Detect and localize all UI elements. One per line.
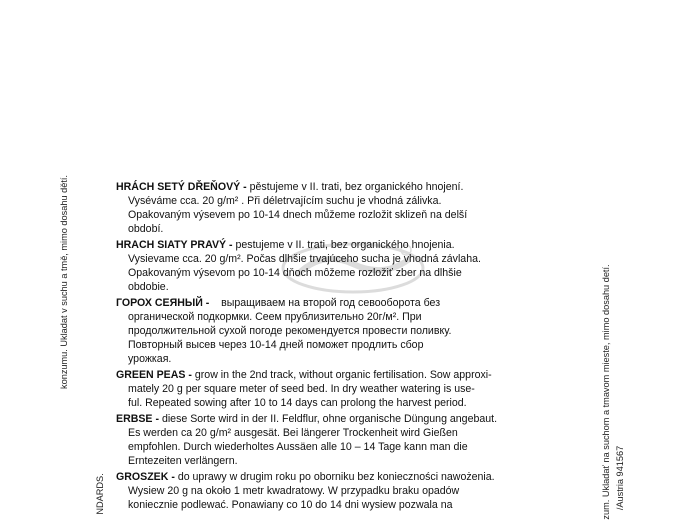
entry-line: pěstujeme v II. trati, bez organického hnojení.	[249, 181, 464, 193]
entry-slovak	[116, 238, 568, 294]
entry-heading: HRÁCH SETÝ DŘEŇOVÝ -	[116, 181, 247, 193]
entry-line: продолжительной сухой погоде рекомендуется провести поливку.	[128, 325, 452, 337]
entry-line: obdobie.	[128, 281, 169, 293]
entry-line: урожкая.	[128, 353, 172, 365]
entry-line: Opakovaným výsevom po 10-14 dňoch môžeme rozložiť zber na dlhšie	[128, 267, 462, 279]
right-margin-line: /Austria 941567	[615, 445, 625, 511]
entry-heading: ERBSE -	[116, 413, 159, 425]
left-margin-line: NDARDS.	[95, 473, 105, 515]
right-margin-code	[614, 446, 626, 510]
entry-line: Es werden ca 20 g/m² ausgesät. Bei längerer Trockenheit wird Gießen	[128, 427, 458, 439]
entry-line: Vyséváme cca. 20 g/m² . Při déletrvajícím suchu je vhodná zálivka.	[128, 195, 442, 207]
entry-line: органической подкормки. Сеем прублизительно 20г/м². При	[128, 311, 422, 323]
entry-heading: ГОРОХ СЕЯНЫЙ -	[116, 297, 210, 309]
entry-line: ful. Repeated sowing after 10 to 14 days can prolong the harvest period.	[128, 397, 467, 409]
right-margin-text	[600, 264, 612, 519]
entry-line: období.	[128, 223, 164, 235]
entry-polish	[116, 470, 568, 512]
entry-line: koniecznie podlewać. Ponawiany co 10 do 14 dni wysiew pozwala na	[128, 499, 453, 511]
entry-line: diese Sorte wird in der II. Feldflur, ohne organische Düngung angebaut.	[161, 413, 498, 425]
entry-line: pestujeme v II. trati, bez organického hnojenia.	[235, 239, 455, 251]
entry-line: Wysiew 20 g na około 1 metr kwadratowy. W przypadku braku opadów	[128, 485, 460, 497]
entry-line: empfohlen. Durch wiederholtes Aussäen alle 10 – 14 Tage kann man die	[128, 441, 468, 453]
entry-line: Opakovaným výsevem po 10-14 dnech můžeme rozložit sklizeň na delší	[128, 209, 468, 221]
entry-english	[116, 368, 568, 410]
left-margin-standards	[94, 473, 106, 514]
entry-heading: GROSZEK -	[116, 471, 175, 483]
entry-heading: HRACH SIATY PRAVÝ -	[116, 239, 233, 251]
sowing-instructions	[116, 180, 568, 514]
entry-line: Erntezeiten verlängern.	[128, 455, 238, 467]
entry-czech	[116, 180, 568, 236]
entry-russian	[116, 296, 568, 366]
left-margin-line: konzumu. Ukladat v suchu a tmě, mimo dosahu dětí.	[59, 175, 69, 389]
entry-line: Повторный высев через 10-14 дней поможет продлить сбор	[128, 339, 424, 351]
entry-heading: GREEN PEAS -	[116, 369, 192, 381]
entry-line: выращиваем на второй год севооборота без	[221, 297, 441, 309]
entry-german	[116, 412, 568, 468]
left-margin-text	[58, 175, 70, 389]
right-margin-line: zum. Ukladať na suchom a tmavom mieste, mimo dosahu detí.	[601, 264, 611, 520]
entry-line: Vysievame cca. 20 g/m². Počas dlhšie trvajúceho sucha je vhodná závlaha.	[128, 253, 481, 265]
entry-line: do uprawy w drugim roku po oborniku bez konieczności nawożenia.	[177, 471, 495, 483]
entry-line: grow in the 2nd track, without organic fertilisation. Sow approxi-	[194, 369, 492, 381]
entry-line: mately 20 g per square meter of seed bed. In dry weather watering is use-	[128, 383, 475, 395]
